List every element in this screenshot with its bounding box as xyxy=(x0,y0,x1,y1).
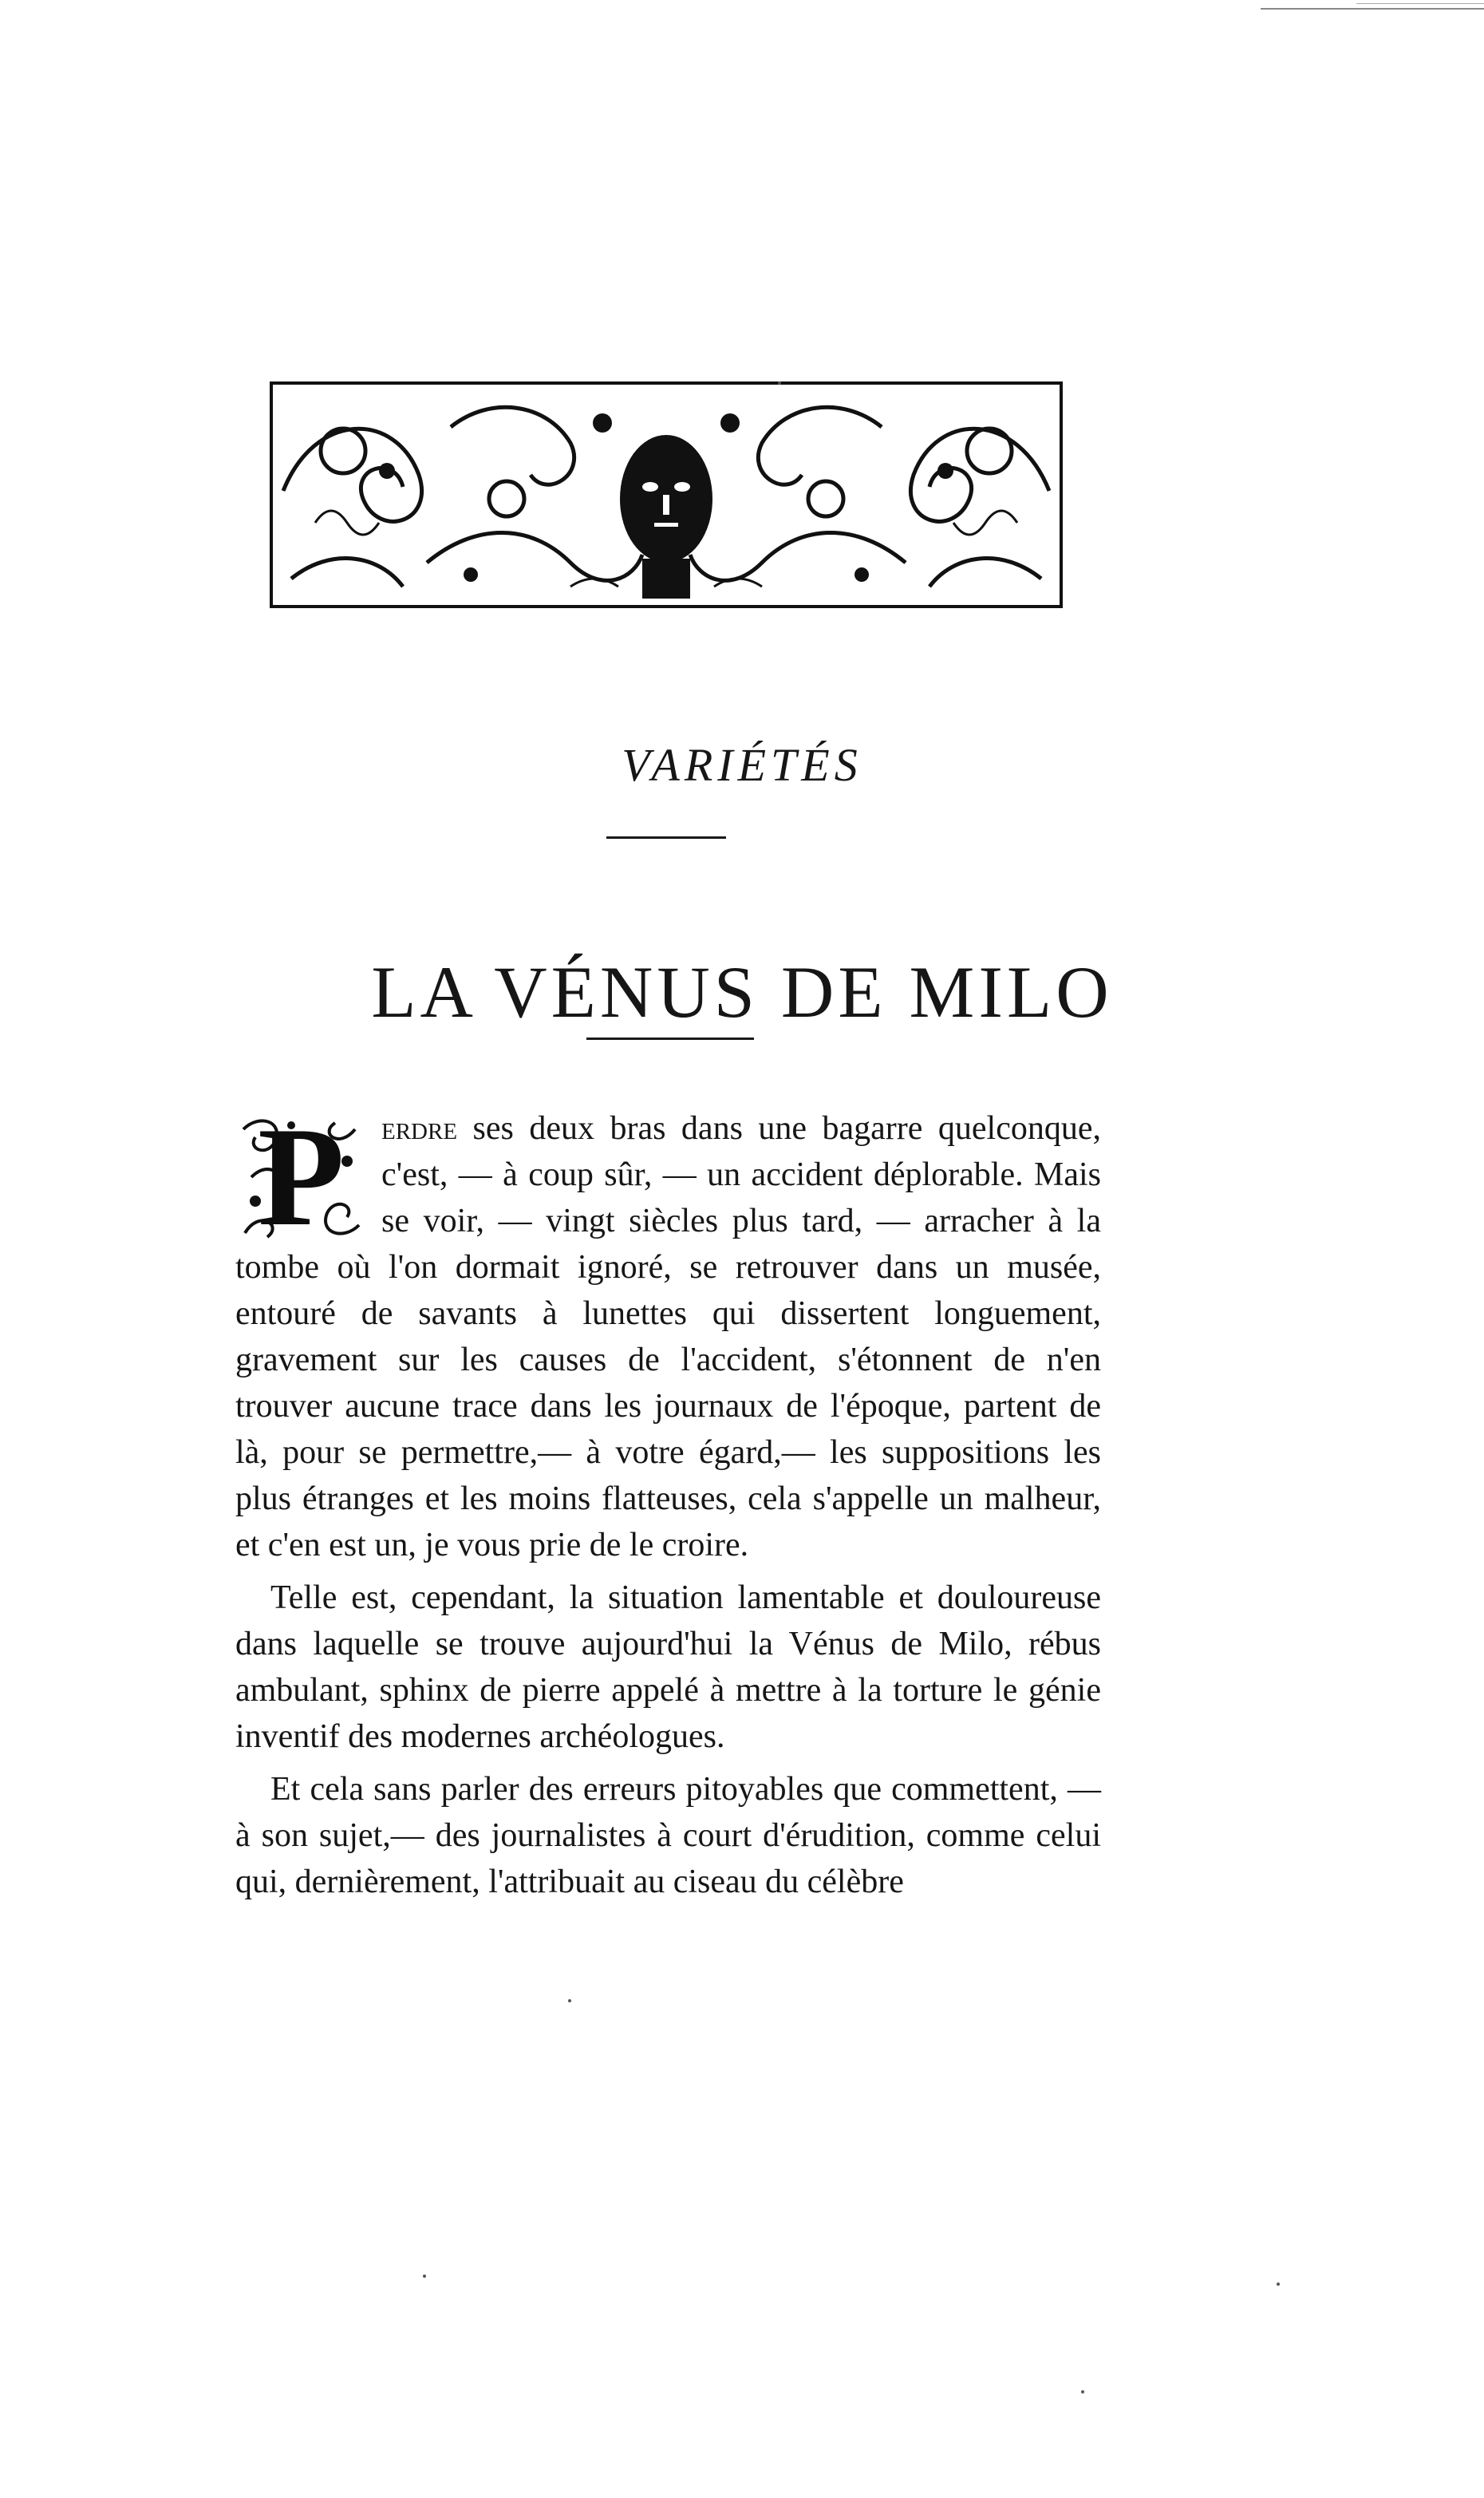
title-divider xyxy=(606,836,726,839)
scan-speck xyxy=(568,1999,571,2002)
scan-edge-rule xyxy=(1261,8,1484,10)
paragraph: Et cela sans parler des erreurs pitoyables que commettent, — à son sujet,— des journalistes à court d'érudition, comme celui qui, dernièrement, l'attribuait au ciseau du célèbre xyxy=(235,1771,1101,1900)
drop-cap-letter: P xyxy=(258,1097,345,1255)
headpiece-ornament xyxy=(267,379,1065,611)
paragraph-text: ses deux bras dans une bagarre quelconque, c'est, — à coup sûr, — un accident déplorable. Mais se voir, — vingt siècles plus tard, — arracher à la tombe où l'on dormait ignoré, se retrouver dans un musée, entouré de savants à lunettes qui dissertent longuement, gravement sur les causes de l'accident, s'étonnent de n'en trouver aucune trace dans les journaux de l'époque, partent de là, pour se permettre,— à votre égard,— les suppositions les plus étranges et les moins flatteuses, cela s'appelle un malheur, et c'en est un, je vous prie de le croire. xyxy=(235,1110,1101,1563)
section-title: VARIÉTÉS xyxy=(622,739,862,791)
scan-speck xyxy=(1081,2390,1084,2393)
title-divider xyxy=(586,1038,754,1040)
scan-speck xyxy=(423,2275,426,2278)
article-title: LA VÉNUS DE MILO xyxy=(371,951,1113,1033)
paragraph-lead: erdre xyxy=(381,1110,458,1147)
scan-speck xyxy=(778,381,781,385)
scan-speck xyxy=(1277,2283,1280,2286)
scan-edge-rule xyxy=(1356,3,1484,4)
paragraph: Telle est, cependant, la situation lamentable et douloureuse dans laquelle se trouve aujourd'hui la Vénus de Milo, rébus ambulant, sphinx de pierre appelé à mettre à la torture le génie inventif des modernes archéologues. xyxy=(235,1579,1101,1755)
article-body xyxy=(235,1097,1101,1905)
drop-cap xyxy=(235,1097,367,1255)
